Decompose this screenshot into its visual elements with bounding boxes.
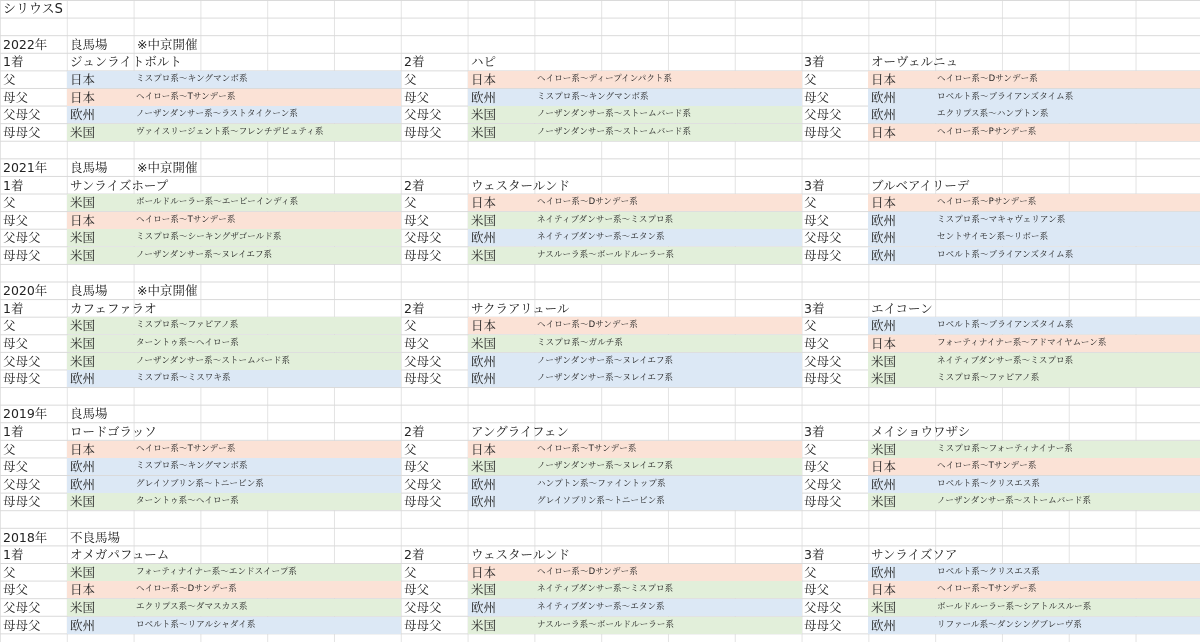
horse-name: メイショウワザシ: [871, 423, 971, 439]
sire-lineage: ヘイロー系〜Dサンデー系: [535, 317, 802, 334]
sire-lineage: ネイティブダンサー系〜ミスプロ系: [535, 212, 802, 229]
horse-name: アングライフェン: [471, 423, 569, 439]
region-tag: 欧州: [468, 493, 535, 510]
pedigree-role: 父: [3, 564, 16, 580]
sire-lineage: ヘイロー系〜Tサンデー系: [935, 581, 1200, 598]
region-tag: 日本: [868, 194, 935, 211]
pedigree-role: 父: [404, 564, 417, 580]
region-tag: 日本: [868, 335, 935, 352]
pedigree-role: 母父: [404, 459, 430, 475]
sire-lineage: ヘイロー系〜Tサンデー系: [134, 89, 401, 106]
race-year: 2018年: [3, 529, 48, 545]
region-tag: 日本: [67, 71, 134, 88]
pedigree-role: 母父: [804, 212, 830, 228]
region-tag: 米国: [868, 493, 935, 510]
region-tag: 欧州: [868, 212, 935, 229]
sire-lineage: ネイティブダンサー系〜ミスプロ系: [935, 353, 1200, 370]
pedigree-role: 母母父: [804, 617, 842, 633]
pedigree-role: 母母父: [3, 371, 41, 387]
pedigree-role: 父母父: [3, 599, 41, 615]
region-tag: 欧州: [67, 617, 134, 634]
finish-rank: 3着: [804, 547, 825, 563]
region-tag: 米国: [868, 441, 935, 458]
pedigree-role: 母父: [404, 335, 430, 351]
pedigree-role: 父母父: [3, 107, 41, 123]
pedigree-role: 母父: [3, 89, 29, 105]
sheet-title: シリウスS: [3, 2, 63, 17]
pedigree-role: 父母父: [404, 107, 442, 123]
region-tag: 米国: [468, 106, 535, 123]
pedigree-role: 母母父: [404, 494, 442, 510]
track-condition: 良馬場: [70, 36, 108, 52]
sire-lineage: ロベルト系〜クリスエス系: [935, 564, 1200, 581]
sire-lineage: ノーザンダンサー系〜ヌレイエフ系: [535, 353, 802, 370]
region-tag: 米国: [67, 124, 134, 141]
sire-lineage: ヘイロー系〜Pサンデー系: [935, 194, 1200, 211]
region-tag: 米国: [67, 247, 134, 264]
region-tag: 欧州: [868, 476, 935, 493]
pedigree-role: 母母父: [3, 124, 41, 140]
region-tag: 米国: [468, 335, 535, 352]
finish-rank: 2着: [404, 547, 425, 563]
region-tag: 欧州: [468, 599, 535, 616]
pedigree-role: 母母父: [404, 617, 442, 633]
horse-name: ロードゴラッソ: [70, 423, 157, 439]
region-tag: 日本: [468, 564, 535, 581]
sire-lineage: ボールドルーラー系〜シアトルスルー系: [935, 599, 1200, 616]
region-tag: 日本: [67, 212, 134, 229]
region-tag: 日本: [468, 317, 535, 334]
sire-lineage: フォーティナイナー系〜エンドスイープ系: [134, 564, 401, 581]
pedigree-role: 父母父: [404, 230, 442, 246]
track-condition: 良馬場: [70, 406, 108, 422]
pedigree-role: 母母父: [404, 371, 442, 387]
region-tag: 欧州: [868, 247, 935, 264]
pedigree-role: 父: [404, 318, 417, 334]
sire-lineage: ネイティブダンサー系〜エタン系: [535, 229, 802, 246]
pedigree-role: 母父: [804, 582, 830, 598]
sire-lineage: ヘイロー系〜Dサンデー系: [134, 581, 401, 598]
region-tag: 日本: [868, 124, 935, 141]
region-tag: 欧州: [868, 317, 935, 334]
sire-lineage: ヘイロー系〜Tサンデー系: [134, 212, 401, 229]
region-tag: 日本: [468, 71, 535, 88]
region-tag: 欧州: [868, 617, 935, 634]
horse-name: オメガパフューム: [70, 547, 170, 563]
pedigree-role: 父母父: [804, 230, 842, 246]
pedigree-role: 母母父: [804, 247, 842, 263]
horse-name: カフェファラオ: [70, 300, 157, 316]
region-tag: 欧州: [868, 89, 935, 106]
region-tag: 米国: [468, 124, 535, 141]
race-year: 2022年: [3, 36, 48, 52]
pedigree-role: 母父: [404, 212, 430, 228]
finish-rank: 2着: [404, 177, 425, 193]
region-tag: 欧州: [468, 476, 535, 493]
pedigree-role: 父母父: [804, 476, 842, 492]
pedigree-role: 父: [804, 441, 817, 457]
region-tag: 欧州: [67, 476, 134, 493]
region-tag: 日本: [868, 458, 935, 475]
horse-name: ジュンライトボルト: [70, 54, 182, 70]
sire-lineage: ロベルト系〜リアルシャダイ系: [134, 617, 401, 634]
pedigree-role: 父: [3, 318, 16, 334]
venue-note: ※中京開催: [137, 36, 198, 52]
region-tag: 日本: [468, 441, 535, 458]
sire-lineage: ヘイロー系〜Dサンデー系: [535, 194, 802, 211]
sire-lineage: ロベルト系〜ブライアンズタイム系: [935, 317, 1200, 334]
region-tag: 米国: [468, 458, 535, 475]
region-tag: 米国: [67, 194, 134, 211]
region-tag: 日本: [67, 581, 134, 598]
region-tag: 欧州: [868, 106, 935, 123]
sire-lineage: ヘイロー系〜Tサンデー系: [134, 441, 401, 458]
pedigree-role: 父: [3, 441, 16, 457]
sire-lineage: ミスプロ系〜ミスワキ系: [134, 370, 401, 387]
pedigree-role: 母母父: [804, 124, 842, 140]
pedigree-role: 父母父: [804, 353, 842, 369]
region-tag: 米国: [868, 353, 935, 370]
sire-lineage: グレイソブリン系〜トニービン系: [535, 493, 802, 510]
pedigree-role: 父母父: [804, 107, 842, 123]
pedigree-role: 父母父: [404, 353, 442, 369]
horse-name: ウェスタールンド: [471, 177, 570, 193]
finish-rank: 2着: [404, 300, 425, 316]
pedigree-role: 父: [804, 318, 817, 334]
pedigree-role: 母父: [404, 582, 430, 598]
track-condition: 良馬場: [70, 283, 108, 299]
horse-name: サンライズホープ: [70, 177, 169, 193]
pedigree-role: 父: [804, 564, 817, 580]
region-tag: 米国: [67, 229, 134, 246]
pedigree-role: 母母父: [404, 247, 442, 263]
horse-name: ハピ: [471, 54, 497, 70]
region-tag: 欧州: [67, 106, 134, 123]
pedigree-role: 父母父: [3, 476, 41, 492]
pedigree-role: 父: [404, 441, 417, 457]
horse-name: オーヴェルニュ: [871, 54, 959, 70]
region-tag: 欧州: [468, 353, 535, 370]
region-tag: 欧州: [67, 458, 134, 475]
region-tag: 米国: [468, 581, 535, 598]
finish-rank: 1着: [3, 177, 24, 193]
finish-rank: 1着: [3, 423, 24, 439]
sire-lineage: ターントゥ系〜ヘイロー系: [134, 493, 401, 510]
sire-lineage: エクリプス系〜ハンプトン系: [935, 106, 1200, 123]
pedigree-role: 母母父: [804, 494, 842, 510]
sire-lineage: ノーザンダンサー系〜ストームバード系: [935, 493, 1200, 510]
horse-name: エイコーン: [871, 300, 933, 316]
sire-lineage: ヘイロー系〜Tサンデー系: [535, 441, 802, 458]
sire-lineage: ノーザンダンサー系〜ヌレイエフ系: [134, 247, 401, 264]
track-condition: 良馬場: [70, 159, 108, 175]
sire-lineage: ミスプロ系〜マキャヴェリアン系: [935, 212, 1200, 229]
race-year: 2021年: [3, 159, 48, 175]
region-tag: 欧州: [868, 229, 935, 246]
sire-lineage: ミスプロ系〜ガルチ系: [535, 335, 802, 352]
sire-lineage: ミスプロ系〜フォーティナイナー系: [935, 441, 1200, 458]
region-tag: 米国: [868, 599, 935, 616]
pedigree-role: 父: [3, 71, 16, 87]
sire-lineage: ノーザンダンサー系〜ストームバード系: [535, 124, 802, 141]
pedigree-role: 母父: [3, 582, 29, 598]
finish-rank: 1着: [3, 300, 24, 316]
horse-name: ウェスタールンド: [471, 547, 570, 563]
pedigree-role: 母父: [804, 89, 830, 105]
region-tag: 米国: [468, 247, 535, 264]
venue-note: ※中京開催: [137, 159, 198, 175]
region-tag: 日本: [67, 441, 134, 458]
finish-rank: 2着: [404, 423, 425, 439]
horse-name: サンライズソア: [871, 547, 958, 563]
sire-lineage: ヴァイスリージェント系〜フレンチデピュティ系: [134, 124, 401, 141]
sire-lineage: ハンプトン系〜ファイントップ系: [535, 476, 802, 493]
region-tag: 欧州: [468, 370, 535, 387]
sire-lineage: ヘイロー系〜Pサンデー系: [935, 124, 1200, 141]
venue-note: ※中京開催: [137, 283, 198, 299]
sire-lineage: ロベルト系〜ブライアンズタイム系: [935, 247, 1200, 264]
pedigree-role: 母父: [804, 335, 830, 351]
pedigree-role: 父: [804, 71, 817, 87]
region-tag: 米国: [67, 493, 134, 510]
pedigree-role: 母母父: [3, 617, 41, 633]
finish-rank: 3着: [804, 423, 825, 439]
finish-rank: 3着: [804, 300, 825, 316]
sire-lineage: エクリプス系〜ダマスカス系: [134, 599, 401, 616]
pedigree-role: 父母父: [3, 353, 41, 369]
sire-lineage: ミスプロ系〜キングマンボ系: [134, 458, 401, 475]
pedigree-role: 母父: [3, 459, 29, 475]
sire-lineage: リファール系〜ダンシングブレーヴ系: [935, 617, 1200, 634]
finish-rank: 1着: [3, 54, 24, 70]
sire-lineage: ノーザンダンサー系〜ラストタイクーン系: [134, 106, 401, 123]
pedigree-role: 父: [3, 195, 16, 211]
finish-rank: 3着: [804, 177, 825, 193]
pedigree-role: 母父: [404, 89, 430, 105]
sire-lineage: ミスプロ系〜シーキングザゴールド系: [134, 229, 401, 246]
sire-lineage: ノーザンダンサー系〜ヌレイエフ系: [535, 458, 802, 475]
region-tag: 欧州: [67, 370, 134, 387]
sire-lineage: ナスルーラ系〜ボールドルーラー系: [535, 617, 802, 634]
region-tag: 米国: [67, 317, 134, 334]
sire-lineage: ミスプロ系〜キングマンボ系: [134, 71, 401, 88]
sire-lineage: ネイティブダンサー系〜ミスプロ系: [535, 581, 802, 598]
pedigree-role: 父母父: [404, 476, 442, 492]
region-tag: 米国: [67, 599, 134, 616]
region-tag: 米国: [468, 212, 535, 229]
region-tag: 米国: [67, 335, 134, 352]
sire-lineage: ノーザンダンサー系〜ストームバード系: [134, 353, 401, 370]
sire-lineage: ノーザンダンサー系〜ストームバード系: [535, 106, 802, 123]
sire-lineage: ミスプロ系〜ファピアノ系: [134, 317, 401, 334]
sire-lineage: グレイソブリン系〜トニービン系: [134, 476, 401, 493]
race-year: 2020年: [3, 283, 48, 299]
region-tag: 米国: [67, 353, 134, 370]
sire-lineage: ヘイロー系〜ディープインパクト系: [535, 71, 802, 88]
pedigree-role: 母母父: [3, 247, 41, 263]
pedigree-role: 母母父: [804, 371, 842, 387]
pedigree-role: 母母父: [3, 494, 41, 510]
pedigree-role: 父母父: [3, 230, 41, 246]
region-tag: 日本: [67, 89, 134, 106]
sire-lineage: ターントゥ系〜ヘイロー系: [134, 335, 401, 352]
pedigree-role: 母父: [3, 212, 29, 228]
pedigree-role: 母母父: [404, 124, 442, 140]
sire-lineage: ロベルト系〜クリスエス系: [935, 476, 1200, 493]
sire-lineage: ヘイロー系〜Dサンデー系: [935, 71, 1200, 88]
sire-lineage: フォーティナイナー系〜アドマイヤムーン系: [935, 335, 1200, 352]
sire-lineage: ボールドルーラー系〜エーピーインディ系: [134, 194, 401, 211]
region-tag: 米国: [67, 564, 134, 581]
region-tag: 日本: [468, 194, 535, 211]
sire-lineage: ノーザンダンサー系〜ヌレイエフ系: [535, 370, 802, 387]
sire-lineage: ヘイロー系〜Dサンデー系: [535, 564, 802, 581]
horse-name: サクラアリュール: [471, 300, 570, 316]
region-tag: 欧州: [468, 229, 535, 246]
sire-lineage: ネイティブダンサー系〜エタン系: [535, 599, 802, 616]
finish-rank: 1着: [3, 547, 24, 563]
sire-lineage: ミスプロ系〜キングマンボ系: [535, 89, 802, 106]
pedigree-role: 父: [804, 195, 817, 211]
finish-rank: 3着: [804, 54, 825, 70]
region-tag: 米国: [868, 370, 935, 387]
pedigree-role: 母父: [804, 459, 830, 475]
region-tag: 欧州: [468, 89, 535, 106]
sire-lineage: ヘイロー系〜Tサンデー系: [935, 458, 1200, 475]
sire-lineage: ミスプロ系〜ファピアノ系: [935, 370, 1200, 387]
pedigree-role: 父母父: [404, 599, 442, 615]
sire-lineage: ナスルーラ系〜ボールドルーラー系: [535, 247, 802, 264]
region-tag: 日本: [868, 581, 935, 598]
sire-lineage: ロベルト系〜ブライアンズタイム系: [935, 89, 1200, 106]
sire-lineage: セントサイモン系〜リボー系: [935, 229, 1200, 246]
pedigree-role: 父: [404, 71, 417, 87]
track-condition: 不良馬場: [70, 529, 121, 545]
pedigree-role: 父: [404, 195, 417, 211]
horse-name: ブルベアイリーデ: [871, 177, 970, 193]
region-tag: 欧州: [868, 564, 935, 581]
pedigree-role: 母父: [3, 335, 29, 351]
region-tag: 日本: [868, 71, 935, 88]
pedigree-role: 父母父: [804, 599, 842, 615]
region-tag: 米国: [468, 617, 535, 634]
finish-rank: 2着: [404, 54, 425, 70]
race-year: 2019年: [3, 406, 48, 422]
